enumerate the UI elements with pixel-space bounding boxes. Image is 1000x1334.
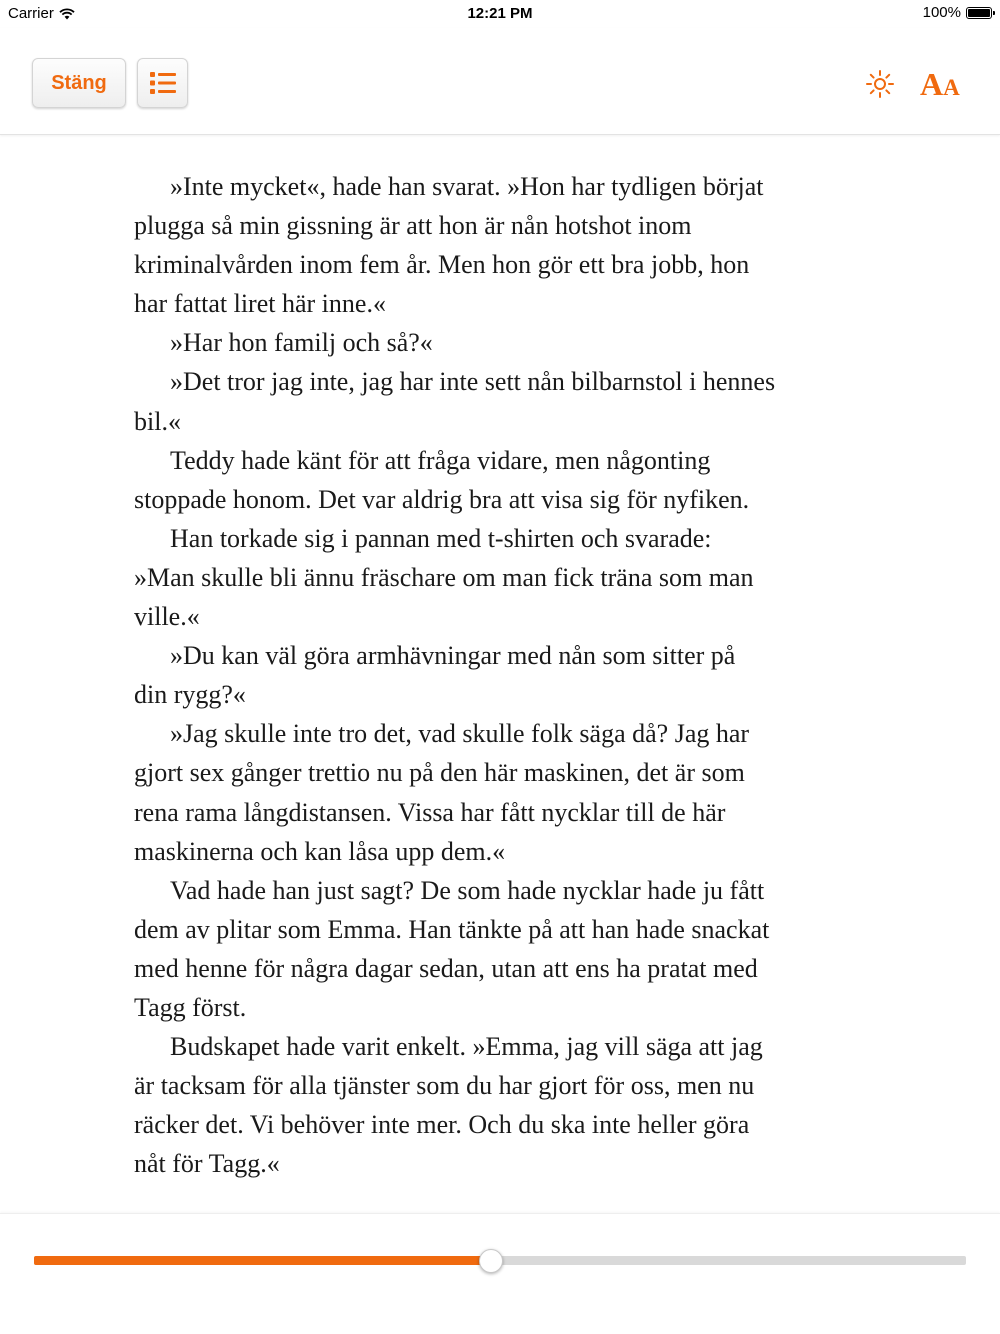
text-line: plugga så min gissning är att hon är nån hotshot inom [134, 211, 692, 241]
close-button-label: Stäng [51, 71, 107, 94]
text-line: bil.« [134, 406, 181, 436]
text-line: »Jag skulle inte tro det, vad skulle folk säga då? Jag har [170, 719, 750, 749]
clock: 12:21 PM [467, 5, 533, 22]
text-line: rena rama långdistansen. Vissa har fått nycklar till de här [134, 797, 726, 827]
text-line: Vad hade han just sagt? De som hade nycklar hade ju fått [170, 875, 765, 905]
font-size-small-glyph: A [943, 75, 960, 100]
text-line: Budskapet hade varit enkelt. »Emma, jag vill säga att jag [170, 1032, 763, 1062]
table-of-contents-button[interactable] [137, 58, 188, 108]
brightness-button[interactable] [864, 68, 896, 100]
text-line: »Det tror jag inte, jag har inte sett nån bilbarnstol i hennes [170, 367, 776, 397]
sun-icon [864, 68, 896, 100]
progress-thumb[interactable] [479, 1249, 503, 1273]
text-line: är tacksam för alla tjänster som du har gjort för oss, men nu [134, 1071, 755, 1101]
text-line: »Du kan väl göra armhävningar med nån som sitter på [170, 641, 736, 671]
progress-fill [34, 1256, 491, 1265]
bottom-bar [0, 1213, 1000, 1334]
text-line: ville.« [134, 602, 200, 632]
font-size-large-glyph: A [920, 66, 944, 102]
text-line: Han torkade sig i pannan med t-shirten och svarade: [170, 523, 712, 553]
carrier-label: Carrier [8, 5, 54, 22]
text-line: »Inte mycket«, hade han svarat. »Hon har tydligen börjat [170, 172, 764, 201]
text-line: »Har hon familj och så?« [170, 328, 433, 358]
battery-indicator [923, 4, 992, 21]
text-line: nåt för Tagg.« [134, 1149, 280, 1179]
text-line: gjort sex gånger trettio nu på den här maskinen, det är som [134, 758, 745, 788]
text-line: räcker det. Vi behöver inte mer. Och du ska inte heller göra [134, 1110, 750, 1140]
battery-icon [966, 7, 992, 19]
text-line: din rygg?« [134, 680, 246, 710]
font-size-button[interactable] [920, 66, 960, 106]
reader-toolbar [0, 28, 1000, 135]
text-line: har fattat liret här inne.« [134, 289, 386, 319]
status-bar [0, 0, 1000, 28]
book-text [134, 167, 874, 1183]
text-line: stoppade honom. Det var aldrig bra att visa sig för nyfiken. [134, 484, 750, 514]
page-progress-slider[interactable] [34, 1256, 966, 1265]
text-line: med henne för några dagar sedan, utan att ens ha pratat med [134, 953, 758, 983]
text-line: maskinerna och kan låsa upp dem.« [134, 836, 506, 866]
list-icon [150, 71, 176, 95]
text-line: Tagg först. [134, 992, 247, 1022]
text-line: kriminalvården inom fem år. Men hon gör ett bra jobb, hon [134, 250, 750, 280]
text-line: dem av plitar som Emma. Han tänkte på att han hade snackat [134, 914, 770, 944]
battery-percentage: 100% [922, 4, 961, 21]
text-line: Teddy hade känt för att fråga vidare, men någonting [170, 445, 711, 475]
text-line: »Man skulle bli ännu fräschare om man fick träna som man [134, 562, 754, 592]
close-button[interactable] [32, 58, 126, 108]
